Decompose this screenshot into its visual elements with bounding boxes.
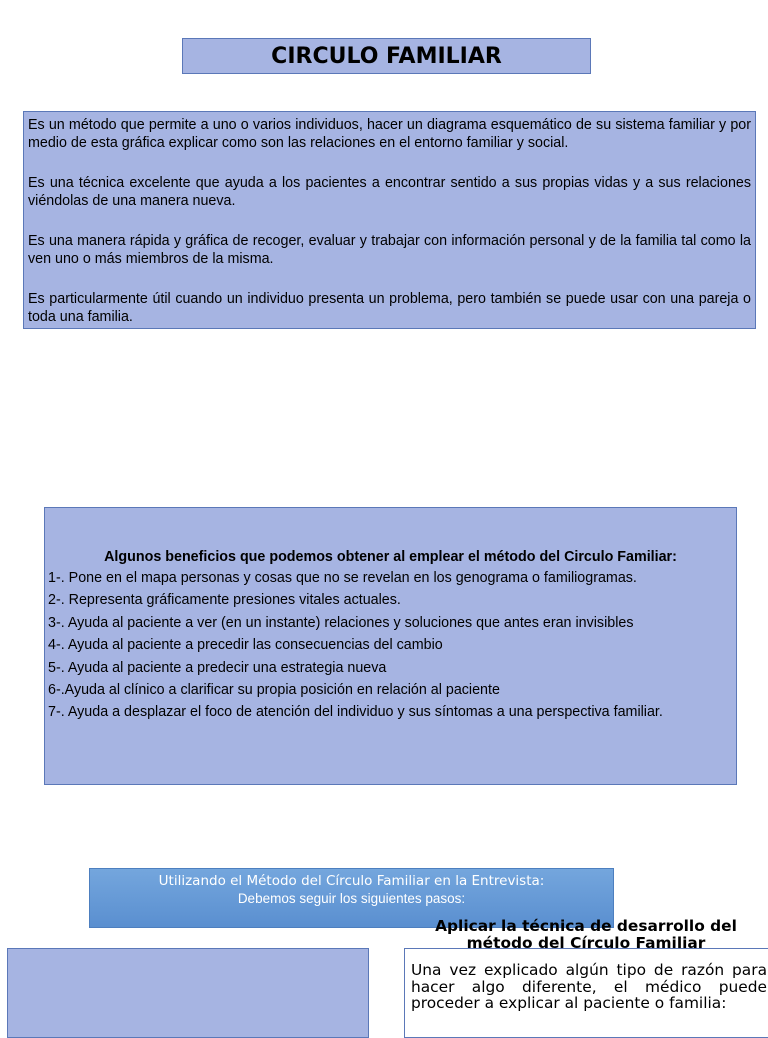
- list-item: 1-. Pone en el mapa personas y cosas que no se revelan en los genograma o familiogramas.: [48, 570, 637, 586]
- list-item: 3-. Ayuda al paciente a ver (en un instante) relaciones y soluciones que antes eran invisibles: [48, 614, 634, 631]
- apply-body: Una vez explicado algún tipo de razón para hacer algo diferente, el médico puede proceder a explicar al paciente o familia:: [411, 961, 767, 1012]
- list-item: 4-. Ayuda al paciente a precedir las consecuencias del cambio: [48, 637, 443, 654]
- list-item: 5-. Ayuda al paciente a predecir una estrategia nueva: [48, 659, 387, 676]
- apply-body-box: [404, 948, 768, 1038]
- benefits-heading: Algunos beneficios que podemos obtener al emplear el método del Circulo Familiar:: [104, 549, 677, 565]
- steps-subtitle: Debemos seguir los siguientes pasos:: [237, 891, 466, 906]
- empty-box: [7, 948, 369, 1038]
- intro-paragraph: Es particularmente útil cuando un individuo presenta un problema, pero también se puede usar con una pareja o toda una familia.: [28, 291, 751, 325]
- benefits-box: [44, 507, 737, 785]
- intro-paragraph: Es una manera rápida y gráfica de recoger, evaluar y trabajar con información personal y de la familia tal como la ven uno o más miembros de la misma.: [28, 233, 751, 267]
- apply-heading: Aplicar la técnica de desarrollo del método del Círculo Familiar: [435, 917, 737, 952]
- intro-paragraph: Es un método que permite a uno o varios individuos, hacer un diagrama esquemático de su sistema familiar y por medio de esta gráfica explicar como son las relaciones en el entorno familiar y social.: [28, 117, 751, 151]
- page-title: CIRCULO FAMILIAR: [182, 38, 591, 74]
- benefits-list: [48, 570, 733, 721]
- intro-paragraph: Es una técnica excelente que ayuda a los pacientes a encontrar sentido a sus propias vidas y a sus relaciones viéndolas de una manera nueva.: [28, 175, 751, 209]
- intro-box: [23, 111, 756, 329]
- list-item: 6-.Ayuda al clínico a clarificar su propia posición en relación al paciente: [48, 681, 500, 698]
- steps-title: Utilizando el Método del Círculo Familiar en la Entrevista:: [158, 873, 545, 889]
- list-item: 7-. Ayuda a desplazar el foco de atención del individuo y sus síntomas a una perspectiva familiar.: [48, 704, 663, 721]
- list-item: 2-. Representa gráficamente presiones vitales actuales.: [48, 592, 401, 609]
